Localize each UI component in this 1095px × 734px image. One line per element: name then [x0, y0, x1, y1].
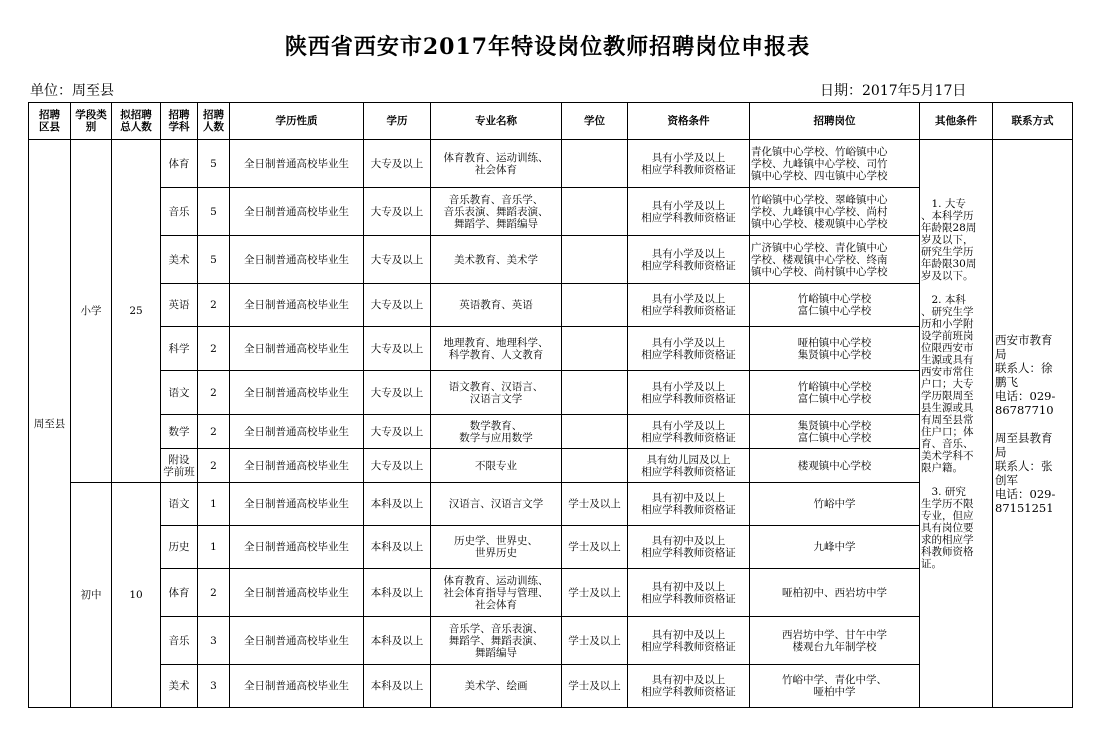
- nature-cell: 全日制普通高校毕业生: [230, 617, 364, 665]
- subject-cell: 音乐: [161, 188, 198, 236]
- contact-cell: 西安市教育 局 联系人：徐 鹏飞 电话：029- 86787710 周至县教育 局 联系人：张 创军 电话：029- 87151251: [993, 140, 1073, 708]
- qualification-cell: 具有小学及以上 相应学科教师资格证: [628, 371, 750, 415]
- table-row: [29, 483, 1073, 526]
- header-cell: 资格条件: [628, 103, 750, 140]
- qualification-cell: 具有小学及以上 相应学科教师资格证: [628, 415, 750, 449]
- header-cell: 拟招聘 总人数: [112, 103, 161, 140]
- posts-cell: 竹峪中学: [750, 483, 920, 526]
- posts-cell: 竹峪镇中心学校 富仁镇中心学校: [750, 284, 920, 327]
- degree-cell: 学士及以上: [562, 665, 628, 708]
- qualification-cell: 具有小学及以上 相应学科教师资格证: [628, 236, 750, 284]
- qualification-cell: 具有初中及以上 相应学科教师资格证: [628, 569, 750, 617]
- header-cell: 学历性质: [230, 103, 364, 140]
- stage-cell: 初中: [71, 483, 112, 708]
- county-cell: 周至县: [29, 140, 71, 708]
- count-cell: 5: [198, 188, 230, 236]
- degree-cell: [562, 449, 628, 483]
- count-cell: 2: [198, 449, 230, 483]
- count-cell: 2: [198, 327, 230, 371]
- major-cell: 语文教育、汉语言、 汉语言文学: [431, 371, 562, 415]
- count-cell: 1: [198, 483, 230, 526]
- edu-cell: 大专及以上: [364, 449, 431, 483]
- posts-cell: 竹峪镇中心学校、翠峰镇中心 学校、九峰镇中心学校、尚村 镇中心学校、楼观镇中心学校: [750, 188, 920, 236]
- major-cell: 体育教育、运动训练、 社会体育指导与管理、 社会体育: [431, 569, 562, 617]
- posts-cell: 集贤镇中心学校 富仁镇中心学校: [750, 415, 920, 449]
- header-cell: 学位: [562, 103, 628, 140]
- header-cell: 招聘 区县: [29, 103, 71, 140]
- subject-cell: 数学: [161, 415, 198, 449]
- qualification-cell: 具有幼儿园及以上 相应学科教师资格证: [628, 449, 750, 483]
- edu-cell: 大专及以上: [364, 415, 431, 449]
- major-cell: 体育教育、运动训练、 社会体育: [431, 140, 562, 188]
- header-cell: 其他条件: [920, 103, 993, 140]
- count-cell: 2: [198, 415, 230, 449]
- table-row: [29, 449, 1073, 483]
- page-title: 陕西省西安市2017年特设岗位教师招聘岗位申报表: [284, 34, 811, 60]
- qualification-cell: 具有初中及以上 相应学科教师资格证: [628, 665, 750, 708]
- qualification-cell: 具有初中及以上 相应学科教师资格证: [628, 617, 750, 665]
- degree-cell: [562, 371, 628, 415]
- subject-cell: 科学: [161, 327, 198, 371]
- edu-cell: 本科及以上: [364, 665, 431, 708]
- edu-cell: 本科及以上: [364, 483, 431, 526]
- nature-cell: 全日制普通高校毕业生: [230, 415, 364, 449]
- stage-cell: 小学: [71, 140, 112, 483]
- header-cell: 招聘岗位: [750, 103, 920, 140]
- subject-cell: 语文: [161, 483, 198, 526]
- major-cell: 数学教育、 数学与应用数学: [431, 415, 562, 449]
- qualification-cell: 具有小学及以上 相应学科教师资格证: [628, 188, 750, 236]
- table-row: [29, 284, 1073, 327]
- count-cell: 3: [198, 665, 230, 708]
- nature-cell: 全日制普通高校毕业生: [230, 188, 364, 236]
- nature-cell: 全日制普通高校毕业生: [230, 449, 364, 483]
- table-row: [29, 371, 1073, 415]
- major-cell: 不限专业: [431, 449, 562, 483]
- nature-cell: 全日制普通高校毕业生: [230, 371, 364, 415]
- subject-cell: 美术: [161, 236, 198, 284]
- edu-cell: 大专及以上: [364, 371, 431, 415]
- major-cell: 美术教育、美术学: [431, 236, 562, 284]
- major-cell: 音乐学、音乐表演、 舞蹈学、舞蹈表演、 舞蹈编导: [431, 617, 562, 665]
- count-cell: 2: [198, 284, 230, 327]
- nature-cell: 全日制普通高校毕业生: [230, 236, 364, 284]
- subject-cell: 美术: [161, 665, 198, 708]
- total-cell: 25: [112, 140, 161, 483]
- table-row: [29, 415, 1073, 449]
- major-cell: 英语教育、英语: [431, 284, 562, 327]
- posts-cell: 九峰中学: [750, 526, 920, 569]
- other-conditions-cell: 1. 大专 、本科学历 年龄限28周 岁及以下， 研究生学历 年龄限30周 岁及以下。 2. 本科 、研究生学 历和小学附 设学前班岗 位限西安市 生源或具有 西安市常住 户口；大专 学历限周至 县生源或具 有周至县常 住户口；体 育、音乐、 美术学科不 限户籍。 3. 研究 生学历不限 专业，但应 具有岗位要 求的相应学 科教师资格 证。: [920, 140, 993, 708]
- edu-cell: 大专及以上: [364, 284, 431, 327]
- degree-cell: [562, 236, 628, 284]
- posts-cell: 哑柏初中、西岩坊中学: [750, 569, 920, 617]
- posts-cell: 竹峪中学、青化中学、 哑柏中学: [750, 665, 920, 708]
- edu-cell: 大专及以上: [364, 327, 431, 371]
- degree-cell: 学士及以上: [562, 569, 628, 617]
- degree-cell: 学士及以上: [562, 526, 628, 569]
- edu-cell: 大专及以上: [364, 140, 431, 188]
- nature-cell: 全日制普通高校毕业生: [230, 483, 364, 526]
- subject-cell: 附设 学前班: [161, 449, 198, 483]
- subject-cell: 英语: [161, 284, 198, 327]
- count-cell: 3: [198, 617, 230, 665]
- table-row: [29, 327, 1073, 371]
- edu-cell: 本科及以上: [364, 617, 431, 665]
- header-cell: 专业名称: [431, 103, 562, 140]
- degree-cell: [562, 140, 628, 188]
- degree-cell: [562, 327, 628, 371]
- major-cell: 地理教育、地理科学、 科学教育、人文教育: [431, 327, 562, 371]
- posts-cell: 西岩坊中学、甘午中学 楼观台九年制学校: [750, 617, 920, 665]
- total-cell: 10: [112, 483, 161, 708]
- posts-cell: 青化镇中心学校、竹峪镇中心 学校、九峰镇中心学校、司竹 镇中心学校、四屯镇中心学校: [750, 140, 920, 188]
- date-label: 日期：2017年5月17日: [820, 83, 967, 99]
- edu-cell: 大专及以上: [364, 236, 431, 284]
- count-cell: 2: [198, 371, 230, 415]
- count-cell: 2: [198, 569, 230, 617]
- degree-cell: 学士及以上: [562, 617, 628, 665]
- subject-cell: 体育: [161, 569, 198, 617]
- qualification-cell: 具有小学及以上 相应学科教师资格证: [628, 327, 750, 371]
- count-cell: 5: [198, 140, 230, 188]
- major-cell: 汉语言、汉语言文学: [431, 483, 562, 526]
- recruitment-table: [28, 102, 1073, 708]
- qualification-cell: 具有小学及以上 相应学科教师资格证: [628, 284, 750, 327]
- table-row: [29, 526, 1073, 569]
- degree-cell: [562, 415, 628, 449]
- table-row: [29, 569, 1073, 617]
- degree-cell: [562, 188, 628, 236]
- count-cell: 5: [198, 236, 230, 284]
- major-cell: 历史学、世界史、 世界历史: [431, 526, 562, 569]
- edu-cell: 大专及以上: [364, 188, 431, 236]
- major-cell: 美术学、绘画: [431, 665, 562, 708]
- qualification-cell: 具有初中及以上 相应学科教师资格证: [628, 483, 750, 526]
- qualification-cell: 具有小学及以上 相应学科教师资格证: [628, 140, 750, 188]
- subject-cell: 音乐: [161, 617, 198, 665]
- nature-cell: 全日制普通高校毕业生: [230, 284, 364, 327]
- qualification-cell: 具有初中及以上 相应学科教师资格证: [628, 526, 750, 569]
- major-cell: 音乐教育、音乐学、 音乐表演、舞蹈表演、 舞蹈学、舞蹈编导: [431, 188, 562, 236]
- nature-cell: 全日制普通高校毕业生: [230, 665, 364, 708]
- header-cell: 招聘 人数: [198, 103, 230, 140]
- nature-cell: 全日制普通高校毕业生: [230, 327, 364, 371]
- table-row: [29, 140, 1073, 188]
- degree-cell: 学士及以上: [562, 483, 628, 526]
- unit-label: 单位：周至县: [30, 83, 114, 99]
- nature-cell: 全日制普通高校毕业生: [230, 526, 364, 569]
- degree-cell: [562, 284, 628, 327]
- posts-cell: 楼观镇中心学校: [750, 449, 920, 483]
- subject-cell: 体育: [161, 140, 198, 188]
- nature-cell: 全日制普通高校毕业生: [230, 140, 364, 188]
- count-cell: 1: [198, 526, 230, 569]
- subject-cell: 历史: [161, 526, 198, 569]
- table-row: [29, 617, 1073, 665]
- table-row: [29, 188, 1073, 236]
- subject-cell: 语文: [161, 371, 198, 415]
- posts-cell: 哑柏镇中心学校 集贤镇中心学校: [750, 327, 920, 371]
- header-cell: 学段类 别: [71, 103, 112, 140]
- header-row: [29, 103, 1073, 140]
- posts-cell: 竹峪镇中心学校 富仁镇中心学校: [750, 371, 920, 415]
- edu-cell: 本科及以上: [364, 569, 431, 617]
- edu-cell: 本科及以上: [364, 526, 431, 569]
- table-row: [29, 236, 1073, 284]
- header-cell: 招聘 学科: [161, 103, 198, 140]
- posts-cell: 广济镇中心学校、青化镇中心 学校、楼观镇中心学校、终南 镇中心学校、尚村镇中心学校: [750, 236, 920, 284]
- table-row: [29, 665, 1073, 708]
- nature-cell: 全日制普通高校毕业生: [230, 569, 364, 617]
- header-cell: 联系方式: [993, 103, 1073, 140]
- header-cell: 学历: [364, 103, 431, 140]
